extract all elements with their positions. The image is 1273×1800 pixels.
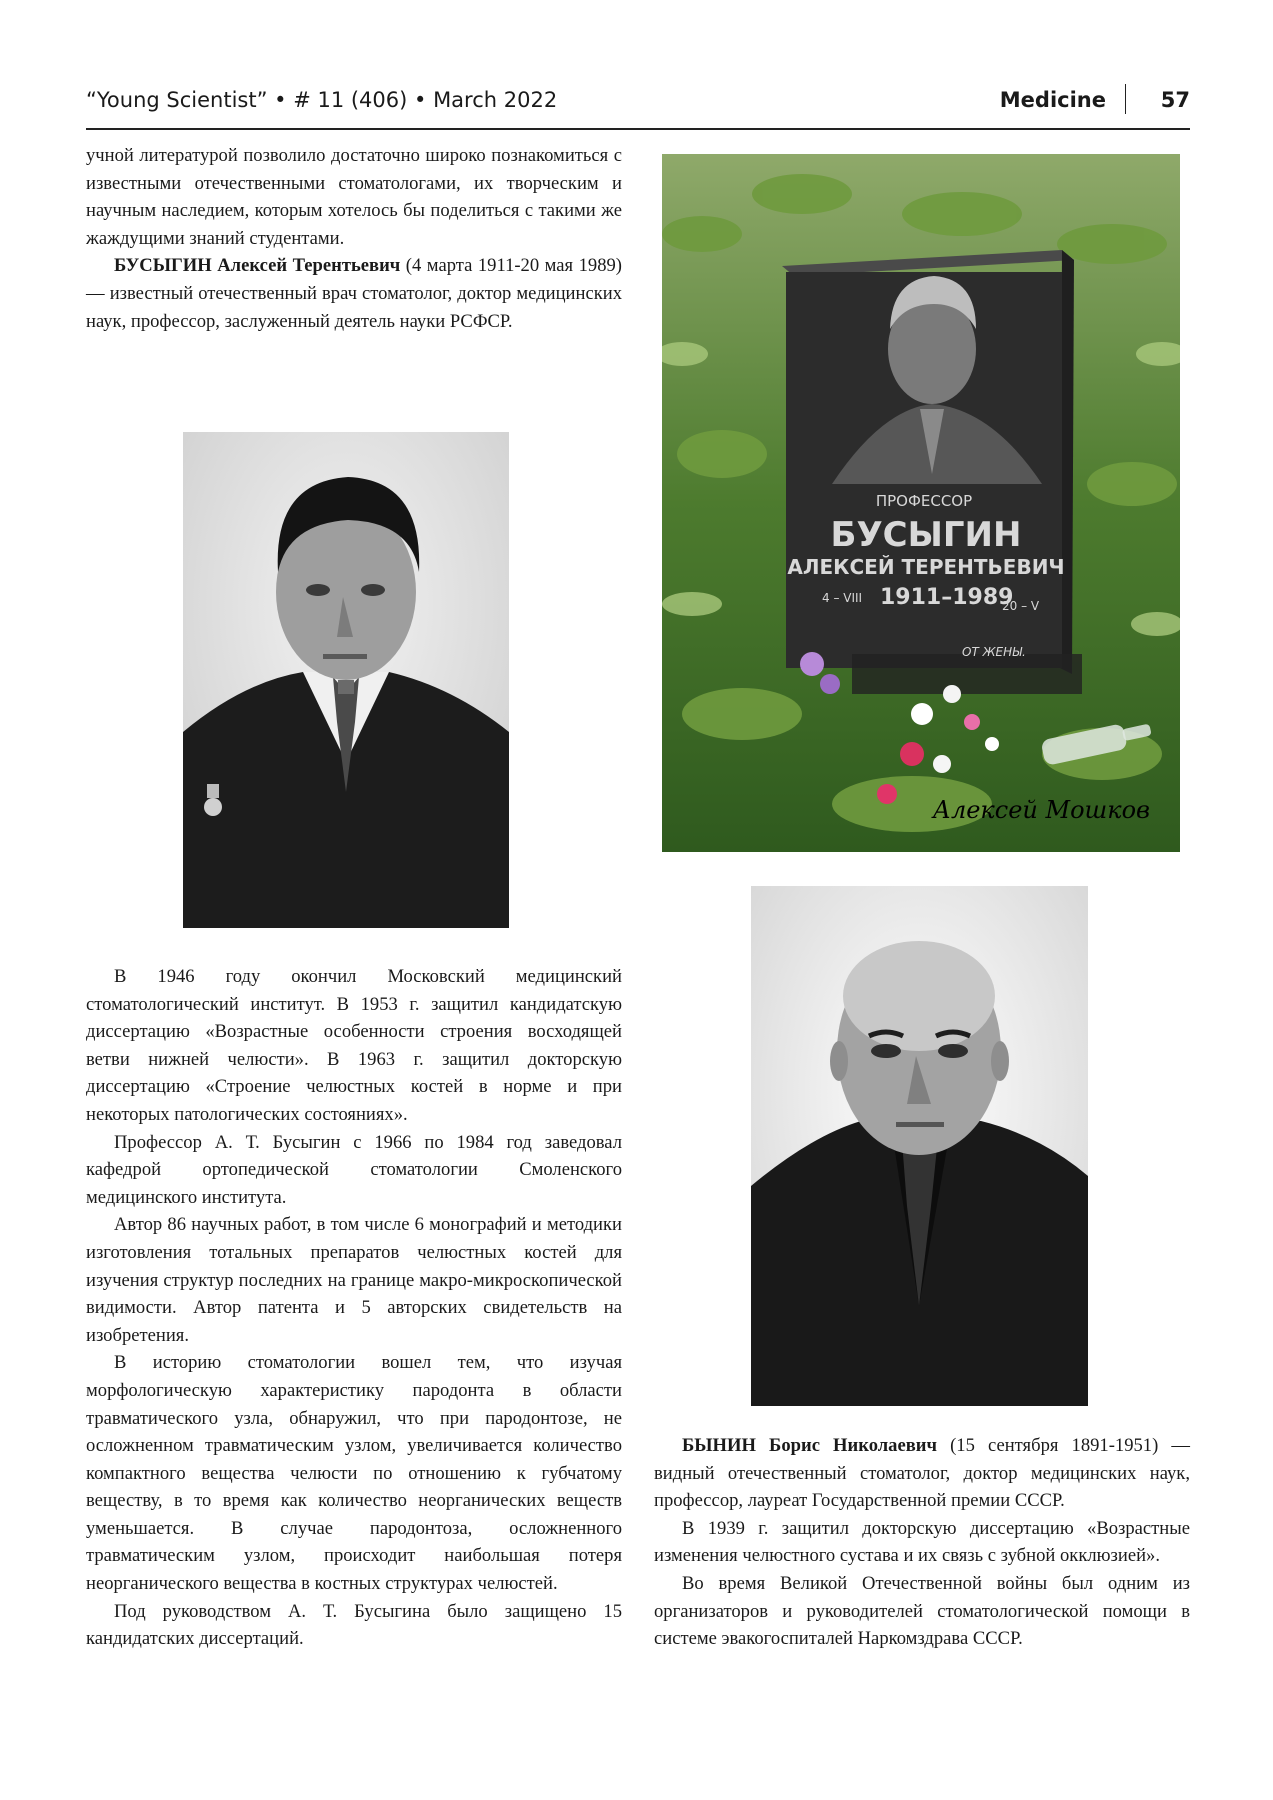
- paragraph-busygin-intro: БУСЫГИН Алексей Терентьевич (4 марта 1911-20 мая 1989) — известный отечественный врач стоматолог, доктор медицинских наук, профессор, заслуженный деятель науки РСФСР.: [86, 255, 622, 332]
- paragraph-contribution: В историю стоматологии вошел тем, что изучая морфологическую характеристику пародонта в области травматического узла, обнаружил, что при пародонтозе, не осложненном травматическим узлом, увеличивается количество компактного вещества челюсти по отношению к губчатому веществу, в то время как количество неорганических веществ уменьшается. В случае пародонтоза, осложненного травматическим узлом, происходит наибольшая потеря неорганического вещества в костных структурах челюстей.: [86, 1352, 622, 1595]
- photo-signature: Алексей Мошков: [932, 796, 1150, 824]
- section-name: Medicine: [999, 88, 1106, 112]
- stone-line2: БУСЫГИН: [830, 515, 1022, 555]
- page-number: 57: [1160, 88, 1190, 112]
- paragraph-bynin-dissertation: В 1939 г. защитил докторскую диссертацию «Возрастные изменения челюстного сустава и их связь с зубной окклюзией».: [654, 1517, 1190, 1567]
- person-name: БЫНИН Борис Николаевич: [682, 1435, 937, 1456]
- header-rule: [86, 128, 1190, 130]
- paragraph-department: Профессор А. Т. Бусыгин с 1966 по 1984 год заведовал кафедрой ортопедической стоматологии Смоленского медицинского института.: [86, 1131, 622, 1208]
- running-header: [86, 82, 1190, 126]
- portrait-bynin: [751, 886, 1088, 1406]
- paragraph-dissertations: Под руководством А. Т. Бусыгина было защищено 15 кандидатских диссертаций.: [86, 1600, 622, 1650]
- portrait-busygin: [183, 432, 509, 928]
- right-bottom-text: [654, 1432, 1190, 1653]
- person-name: БУСЫГИН Алексей Терентьевич: [114, 255, 401, 277]
- paragraph-education: В 1946 году окончил Московский медицинский стоматологический институт. В 1953 г. защитил кандидатскую диссертацию «Возрастные особенности строения восходящей ветви нижней челюсти». В 1963 г. защитил докторскую диссертацию «Строение челюстных костей в норме и при некоторых патологических состояниях».: [86, 966, 622, 1125]
- paragraph-bynin-intro: БЫНИН Борис Николаевич (15 сентября 1891-1951) — видный отечественный стоматолог, доктор медицинских наук, профессор, лауреат Государственной премии СССР.: [654, 1435, 1190, 1512]
- paragraph-bynin-war: Во время Великой Отечественной войны был одним из организаторов и руководителей стоматологической помощи в системе эвакогоспиталей Наркомздрава СССР.: [654, 1572, 1190, 1650]
- stone-death: 20 – V: [1002, 599, 1040, 613]
- stone-years: 1911–1989: [880, 585, 1014, 610]
- header-separator: [1125, 84, 1126, 114]
- stone-dedication: ОТ ЖЕНЫ.: [962, 645, 1026, 659]
- stone-line3: АЛЕКСЕЙ ТЕРЕНТЬЕВИЧ: [787, 555, 1065, 579]
- paragraph-continuation: учной литературой позволило достаточно широко познакомиться с известными отечественными стоматологами, их творческим и научным наследием, которым хотелось бы поделиться с такими же жаждущими знаний студентами.: [86, 145, 622, 249]
- left-top-text: [86, 142, 622, 335]
- paragraph-works: Автор 86 научных работ, в том числе 6 монографий и методики изготовления тотальных препаратов челюстных костей для изучения структур последних на границе макро-микроскопической видимости. Автор патента и 5 авторских свидетельств на изобретения.: [86, 1214, 622, 1346]
- left-bottom-text: [86, 963, 622, 1653]
- stone-birth: 4 – VIII: [822, 591, 863, 605]
- stone-line1: ПРОФЕССОР: [875, 492, 973, 510]
- gravestone-photo: [662, 154, 1180, 852]
- journal-title: “Young Scientist” • # 11 (406) • March 2022: [86, 88, 558, 112]
